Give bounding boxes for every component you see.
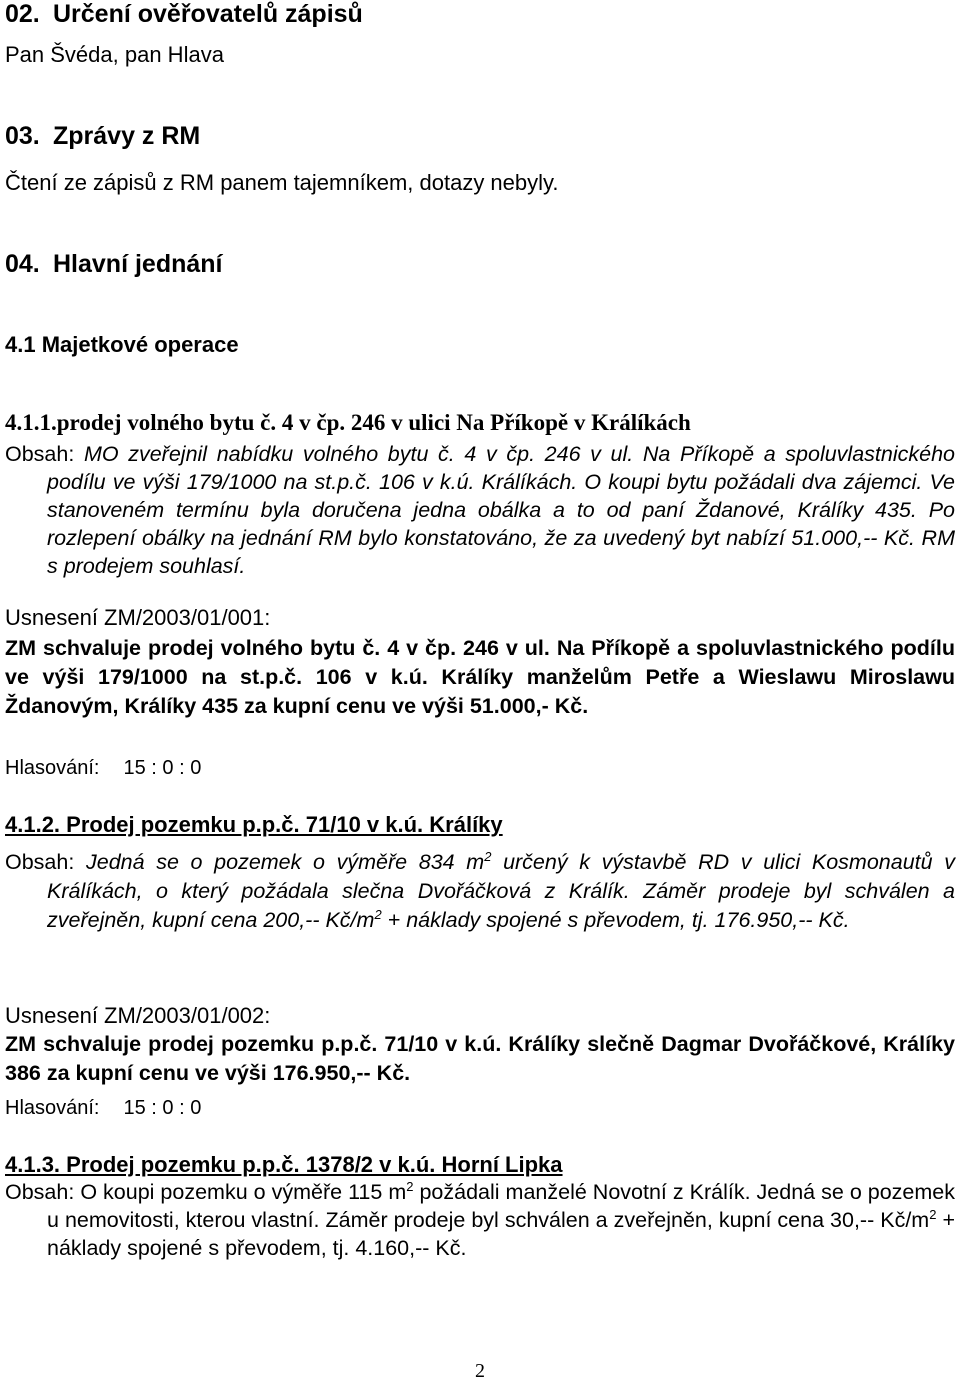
section-number: 03. bbox=[5, 122, 40, 150]
obsah-part: + náklady spojené s převodem, tj. 4.160,-- Kč. bbox=[47, 1208, 956, 1260]
superscript: 2 bbox=[929, 1206, 937, 1222]
subsection-4-1-heading: 4.1 Majetkové operace bbox=[5, 332, 239, 357]
rm-reports-text: Čtení ze zápisů z RM panem tajemníkem, dotazy nebyly. bbox=[5, 170, 559, 195]
vote-value: 15 : 0 : 0 bbox=[123, 757, 202, 779]
item-4-1-2-obsah bbox=[5, 848, 955, 935]
vote-label: Hlasování: bbox=[5, 757, 100, 779]
section-03-heading bbox=[5, 122, 200, 151]
resolution-text: ZM schvaluje prodej pozemku p.p.č. 71/10 v k.ú. Králíky slečně Dagmar Dvořáčkové, Králíky 386 za kupní cenu ve výši 176.950,-- Kč. bbox=[5, 1032, 955, 1085]
superscript: 2 bbox=[406, 1178, 414, 1194]
obsah-text bbox=[47, 850, 955, 932]
resolution-002-label: Usnesení ZM/2003/01/002: bbox=[5, 1003, 271, 1028]
page-number: 2 bbox=[475, 1360, 485, 1382]
item-4-1-1-obsah bbox=[5, 440, 955, 580]
item-4-1-3-content bbox=[5, 1178, 955, 1262]
obsah-part: Jedná se o pozemek o výměře 834 m bbox=[85, 850, 485, 874]
vote-002 bbox=[5, 1097, 201, 1120]
vote-value: 15 : 0 : 0 bbox=[123, 1097, 202, 1119]
section-title: Určení ověřovatelů zápisů bbox=[53, 0, 363, 28]
resolution-002-text bbox=[5, 1030, 955, 1088]
obsah-label: Obsah: bbox=[5, 442, 75, 466]
obsah-label: Obsah: bbox=[5, 1180, 75, 1204]
obsah-part: + náklady spojené s převodem, tj. 176.950,-- Kč. bbox=[381, 908, 850, 932]
resolution-001-text bbox=[5, 634, 955, 721]
section-title: Hlavní jednání bbox=[53, 250, 223, 278]
resolution-text: ZM schvaluje prodej volného bytu č. 4 v čp. 246 v ul. Na Příkopě a spoluvlastnického podílu ve výši 179/1000 na st.p.č. 106 v k.ú. Králíky manželům Petře a Wieslawu Miroslawu Ždanovým, Králíky 435 za kupní cenu ve výši 51.000,- Kč. bbox=[5, 636, 955, 718]
item-4-1-3-heading: 4.1.3. Prodej pozemku p.p.č. 1378/2 v k.ú. Horní Lipka bbox=[5, 1152, 563, 1177]
section-number: 04. bbox=[5, 250, 40, 278]
obsah-part: O koupi pozemku o výměře 115 m bbox=[80, 1180, 407, 1204]
item-4-1-1-heading: 4.1.1.prodej volného bytu č. 4 v čp. 246 v ulici Na Příkopě v Králíkách bbox=[5, 410, 691, 435]
superscript: 2 bbox=[374, 906, 382, 922]
vote-001 bbox=[5, 757, 201, 780]
vote-label: Hlasování: bbox=[5, 1097, 100, 1119]
superscript: 2 bbox=[484, 848, 492, 864]
section-04-heading bbox=[5, 250, 222, 279]
section-number: 02. bbox=[5, 0, 40, 28]
obsah-part: požádali manželé Novotní z Králík. Jedná se o pozemek u nemovitosti, kterou vlastní. Záměr prodeje byl schválen a zveřejněn, kupní cena 30,-- Kč/m bbox=[47, 1180, 955, 1232]
item-4-1-3-obsah bbox=[5, 1178, 955, 1262]
section-title: Zprávy z RM bbox=[53, 122, 201, 150]
section-02-heading bbox=[5, 0, 363, 29]
obsah-label: Obsah: bbox=[5, 850, 75, 874]
item-4-1-2-content bbox=[5, 848, 955, 935]
resolution-001-label: Usnesení ZM/2003/01/001: bbox=[5, 605, 271, 630]
verifiers-text: Pan Švéda, pan Hlava bbox=[5, 42, 224, 67]
item-4-1-1-content bbox=[5, 440, 955, 580]
obsah-part: určený k výstavbě RD v ulici Kosmonautů v Králíkách, o který požádala slečna Dvořáčková z Králík. Záměr prodeje byl schválen a zveřejněn, kupní cena 200,-- Kč/m bbox=[47, 850, 955, 932]
obsah-text: MO zveřejnil nabídku volného bytu č. 4 v čp. 246 v ul. Na Příkopě a spoluvlastnického podílu ve výši 179/1000 na st.p.č. 106 v k.ú. Králíkách. O koupi bytu požádali dva zájemci. Ve stanoveném termínu byla doručena jedna obálka a to od paní Ždanové, Králíky 435. Po rozlepení obálky na jednání RM bylo konstatováno, že za uvedený byt nabízí 51.000,-- Kč. RM s prodejem souhlasí. bbox=[47, 442, 955, 578]
item-4-1-2-heading: 4.1.2. Prodej pozemku p.p.č. 71/10 v k.ú. Králíky bbox=[5, 812, 503, 837]
